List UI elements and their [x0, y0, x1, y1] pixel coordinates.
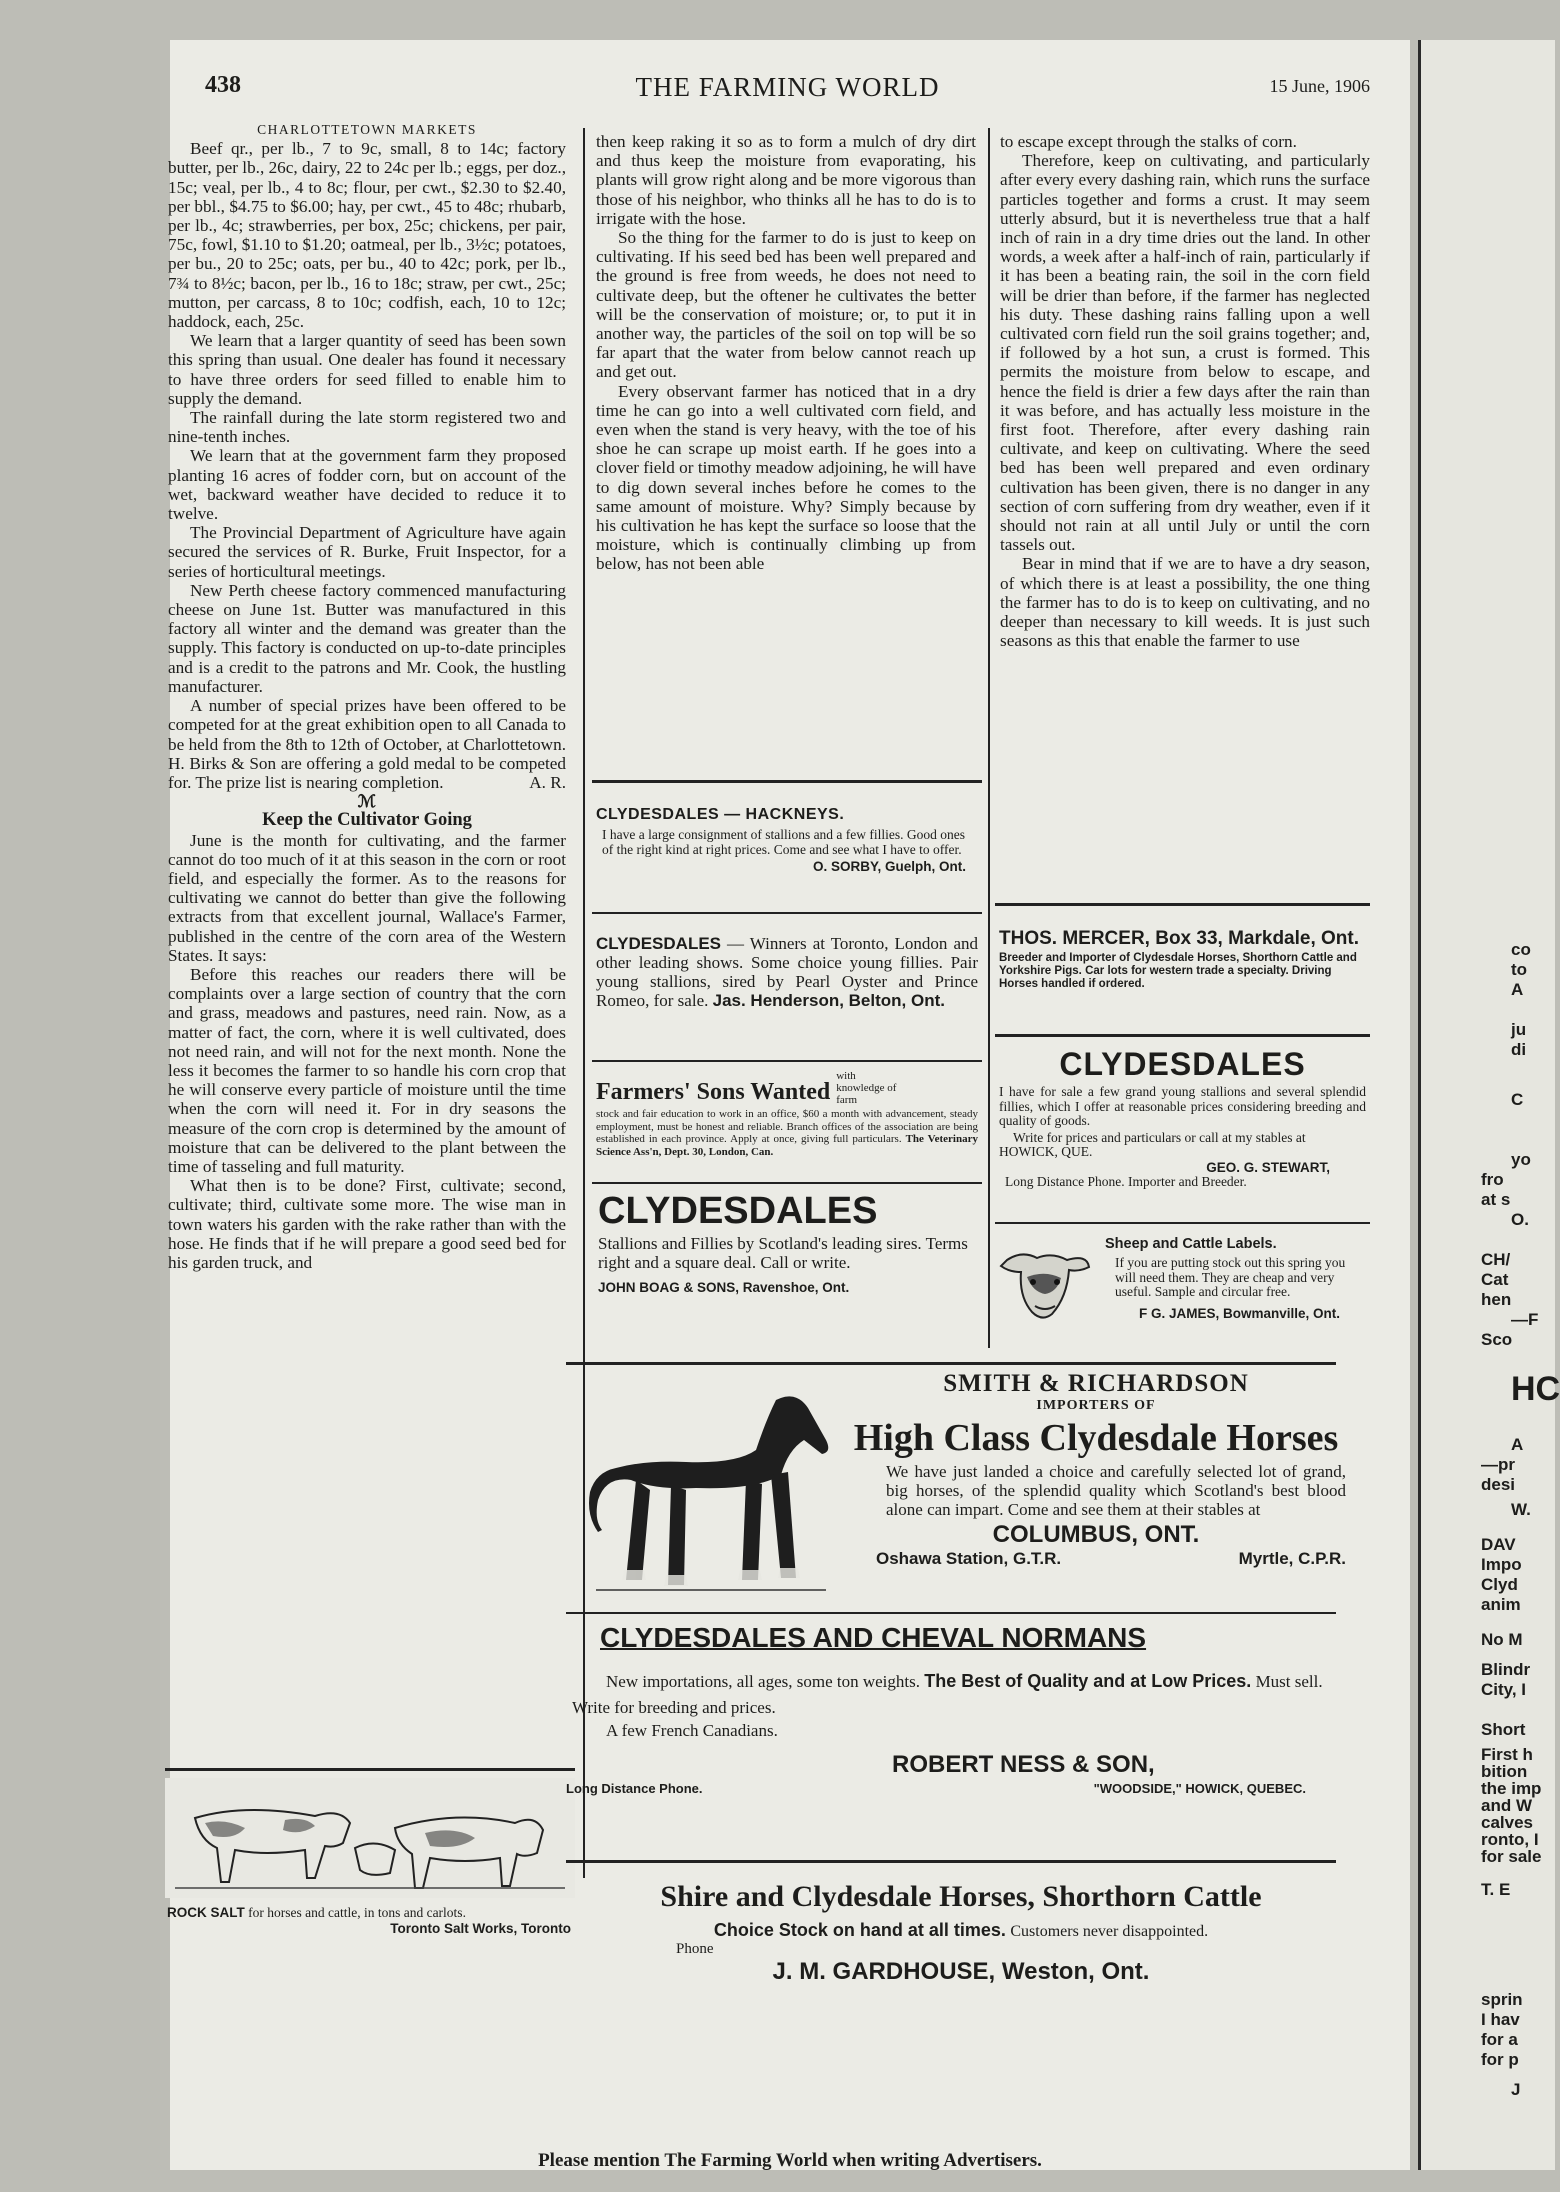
adjacent-page-fragment: Blindr — [1481, 1660, 1531, 1679]
column-1 — [168, 120, 566, 1760]
adjacent-page-fragment: W. — [1511, 1500, 1531, 1519]
paragraph-therefore: Therefore, keep on cultivating, and particularly after every every dashing rain, which runs the surface particles together and forms a crust. It may seem utterly absurd, but it is nevertheless true that a half inch of rain in a dry time dries out the land. In other words, a week after a half-inch of rain, particularly if it has been a beating rain, the soil in the corn field will be drier than before, if the farmer has neglected his duty. These dashing rains falling upon a well cultivated corn field run the soil grains together; and, if followed by a hot sun, a crust is formed. This permits the moisture from below to escape, and hence the field is drier a few days after the rain than it was before, and has actually less moisture in the first foot. Therefore, after every dashing rain cultivate, and keep on cultivating. Where the seed bed has been well prepared and even ordinary cultivation has been given, there is no danger in any section of corn suffering from dry weather, even if it should not rain at all until July or until the corn tassels out. — [1000, 151, 1370, 555]
paragraph-cheese: New Perth cheese factory commenced manufacturing cheese on June 1st. Butter was manufactured in this factory all winter and the demand was greater than the supply. This factory is conducted on up-to-date principles and is a credit to the patrons and Mr. Cook, the hustling manufacturer. — [168, 580, 566, 696]
adjacent-page-fragment: di — [1511, 1040, 1527, 1059]
ad-gardhouse — [566, 1880, 1356, 2000]
boag-text: Stallions and Fillies by Scotland's leading sires. Terms right and a square deal. Call or write. — [598, 1234, 968, 1272]
market-prices: Beef qr., per lb., 7 to 9c, small, 8 to 14c; factory butter, per lb., 26c, dairy, 22 to 24c per lb.; eggs, per doz., 15c; veal, per lb., 4 to 8c; flour, per cwt., $2.30 to $2.40, per bbl., $4.75 to $6.00; hay, per cwt., 45 to 48c; rhubarb, per lb., 4c; strawberries, per box, 25c; chickens, per pair, 75c, fowl, $1.10 to $1.20; oatmeal, per lb., 3½c; potatoes, per bu., 20 to 25c; oats, per bu., 40 to 42c; pork, per lb., 7¾ to 8½c; bacon, per lb., 16 to 18c; straw, per cwt., 25c; mutton, per carcass, 8 to 10c; codfish, each, 10 to 12c; haddock, each, 25c. — [168, 139, 566, 332]
column-2 — [596, 132, 976, 772]
farmers-sons-text: stock and fair education to work in an office, $60 a month with advancement, steady employment, must be honest and reliable. Branch offices of the association are being established in each province. Apply at once, giving full particulars. — [596, 1108, 978, 1145]
ad-rule — [592, 912, 982, 914]
stewart-title: CLYDESDALES — [1059, 1046, 1306, 1082]
cow-head-illustration — [997, 1242, 1092, 1327]
adjacent-page-fragment: Sco — [1481, 1330, 1513, 1349]
sorby-title: CLYDESDALES — HACKNEYS. — [596, 806, 845, 823]
boag-title: CLYDESDALES — [598, 1190, 878, 1232]
paragraph-continued-3: to escape except through the stalks of corn. — [1000, 132, 1297, 151]
adjacent-page-fragment: C — [1511, 1090, 1524, 1109]
farmers-sons-firm: The Veterinary Science Ass'n, Dept. 30, London, Can. — [596, 1133, 978, 1158]
farmers-sons-title: Farmers' Sons Wanted — [596, 1079, 831, 1105]
adjacent-page-fragment: hen — [1481, 1290, 1512, 1309]
gardhouse-text: Customers never disappointed. — [1010, 1923, 1209, 1940]
paragraph-june: June is the month for cultivating, and the farmer cannot do too much of it at this season in the corn or root field, and especially the former. As to the reasons for cultivating we cannot do better than give the following extracts from that excellent journal, Wallace's Farmer, published in the centre of the corn area of the Western States. It says: — [168, 830, 566, 965]
adjacent-page-fragment: O. — [1511, 1210, 1529, 1229]
farmers-sons-side: with knowledge of farm — [836, 1070, 897, 1106]
ness-text-1: New importations, all ages, some ton weights. — [606, 1672, 920, 1691]
page-number: 438 — [205, 72, 241, 98]
smith-place: COLUMBUS, ONT. — [992, 1521, 1200, 1548]
adjacent-page-fragment: I hav — [1481, 2010, 1520, 2029]
henderson-firm: Jas. Henderson, Belton, Ont. — [712, 991, 945, 1010]
ness-text-2: A few French Canadians. — [606, 1721, 778, 1740]
ad-james — [995, 1236, 1370, 1356]
paragraph-what: What then is to be done? First, cultivate; second, cultivate; third, cultivate some more. The wise man in town waters his garden with the rake rather than with the hose. He finds that if he will prepare a good seed bed for his garden truck, and — [168, 1176, 566, 1272]
paragraph-prizes: A number of special prizes have been offered to be competed for at the great exhibition open to all Canada to be held from the 8th to 12th of October, at Charlottetown. H. Birks & Son are offering a gold medal to be competed for. The prize list is nearing completion. A. R. — [168, 696, 566, 792]
ad-rule — [566, 1612, 1336, 1614]
adjacent-page-fragment: First h — [1481, 1745, 1533, 1764]
adjacent-page-fragment: at s — [1481, 1190, 1511, 1209]
adjacent-page-fragment: ju — [1511, 1020, 1527, 1039]
adjacent-page-fragment: Impo — [1481, 1555, 1522, 1574]
rock-salt-text: for horses and cattle, in tons and carlots. — [248, 1905, 466, 1920]
gardhouse-firm: J. M. GARDHOUSE, Weston, Ont. — [772, 1958, 1150, 1985]
stewart-text2: Write for prices and particulars or call at my stables at HOWICK, QUE. — [999, 1129, 1306, 1159]
ad-smith-richardson — [566, 1370, 1356, 1610]
paragraph-farm: We learn that at the government farm they proposed planting 16 acres of fodder corn, but on account of the wet, backward weather have decided to reduce it to twelve. — [168, 446, 566, 524]
stewart-line: Long Distance Phone. Importer and Breeder. — [1005, 1173, 1247, 1189]
ness-text-1c: Must sell. Write for breeding and prices. — [572, 1672, 1323, 1717]
mercer-text: Breeder and Importer of Clydesdale Horses, Shorthorn Cattle and Yorkshire Pigs. Car lots for western trade a specialty. Driving Horses handled if ordered. — [999, 952, 1357, 990]
gardhouse-phone: Phone — [676, 1941, 714, 1957]
sorby-text: I have a large consignment of stallions and a few fillies. Good ones of the right kind at right prices. Come and see what I have to offer. — [602, 827, 966, 857]
paragraph-so: So the thing for the farmer to do is just to keep on cultivating. If his seed bed has been well prepared and the ground is free from weeds, he does not need to cultivate deep, but the oftener he cultivates the better will be the conservation of moisture; or, to put it in another way, the particles of the soil on top will be so far apart that the water from below cannot reach up and get out. — [596, 228, 976, 382]
smith-title: High Class Clydesdale Horses — [853, 1417, 1339, 1459]
ad-rule — [995, 1034, 1370, 1037]
clydesdale-horse-illustration — [576, 1380, 846, 1600]
james-text: If you are putting stock out this spring you will need them. They are cheap and very useful. Sample and circular free. — [1115, 1255, 1346, 1299]
adjacent-page-fragment: Cat — [1481, 1270, 1509, 1289]
adjacent-page-fragment: ronto, I — [1481, 1830, 1539, 1849]
article-heading: Keep the Cultivator Going — [262, 810, 472, 831]
adjacent-page-fragment: yo — [1511, 1150, 1531, 1169]
paragraph-bear: Bear in mind that if we are to have a dry season, of which there is at least a possibility, the one thing the farmer has to do is to keep on cultivating, and no deeper than necessary to kill weeds. It is just such seasons as this that enable the farmer to use — [1000, 554, 1370, 651]
adjacent-page-fragment: CH/ — [1481, 1250, 1511, 1269]
rock-salt-firm: Toronto Salt Works, Toronto — [390, 1920, 571, 1936]
adjacent-page-fragment: —pr — [1481, 1455, 1515, 1474]
sorby-firm: O. SORBY, Guelph, Ont. — [812, 859, 966, 874]
henderson-text: — Winners at Toronto, London and other leading shows. Some choice young fillies. Pair young stallions, sired by Pearl Oyster and Prince Romeo, for sale. — [596, 934, 979, 1010]
adjacent-page-fragment: the imp — [1481, 1779, 1542, 1798]
stewart-firm: GEO. G. STEWART, — [1206, 1159, 1330, 1175]
ad-rule — [566, 1362, 1336, 1365]
adjacent-page-fragment: —F — [1511, 1310, 1539, 1329]
column-divider — [583, 128, 585, 1878]
page-header — [205, 72, 1370, 108]
ad-farmers-sons — [592, 1070, 982, 1170]
adjacent-page-fragment: J — [1511, 2080, 1521, 2099]
ad-rule — [592, 1060, 982, 1062]
adjacent-page-fragment: HC — [1511, 1370, 1560, 1408]
adjacent-page-fragment: Short — [1481, 1720, 1526, 1739]
ad-rule — [592, 1182, 982, 1184]
adjacent-page-fragment: No M — [1481, 1630, 1523, 1649]
adjacent-page-fragment: for a — [1481, 2030, 1518, 2049]
issue-date: 15 June, 1906 — [1269, 76, 1370, 96]
adjacent-page-fragment: fro — [1481, 1170, 1504, 1189]
smith-text: We have just landed a choice and carefully selected lot of grand, big horses, of the splendid quality which Scotland's best blood alone can impart. Come and see them at their stables at — [886, 1462, 1346, 1519]
james-title: Sheep and Cattle Labels. — [1105, 1236, 1277, 1252]
market-heading: CHARLOTTETOWN MARKETS — [257, 122, 477, 137]
ad-rock-salt — [165, 1778, 575, 1958]
adjacent-page-fragment: bition — [1481, 1762, 1528, 1781]
adjacent-page-fragment: anim — [1481, 1595, 1521, 1614]
adjacent-page-fragment: A — [1511, 1435, 1524, 1454]
paragraph-before: Before this reaches our readers there will be complaints over a large section of country that the corn and grass, meadows and pastures, need rain. Now, as a matter of fact, the corn, where it is well cultivated, does not need rain, and will not for the next month. None the less it becomes the farmer to so handle his corn crop that he will conserve every particle of moisture until the time when the corn will need it. For in dry seasons the measure of the corn crop is determined by the amount of moisture that can be delivered to the plant between the time of tasseling and full maturity. — [168, 964, 566, 1176]
smith-sub: IMPORTERS OF — [1036, 1398, 1156, 1413]
column-divider — [988, 128, 990, 1348]
smith-firm: SMITH & RICHARDSON — [943, 1370, 1249, 1397]
gardhouse-title: Shire and Clydesdale Horses, Shorthorn Cattle — [660, 1880, 1262, 1913]
ness-title: CLYDESDALES AND CHEVAL NORMANS — [600, 1622, 1147, 1653]
adjacent-page-fragment: DAV — [1481, 1535, 1516, 1554]
author-initials: A. R. — [529, 772, 566, 792]
adjacent-page-fragment: sprin — [1481, 1990, 1523, 2009]
adjacent-page-fragment: City, I — [1481, 1680, 1527, 1699]
ad-rule — [566, 1860, 1336, 1863]
adjacent-page-fragment: for sale — [1481, 1847, 1542, 1866]
henderson-title: CLYDESDALES — [596, 934, 722, 953]
paragraph-rainfall: The rainfall during the late storm registered two and nine-tenth inches. — [168, 408, 566, 447]
james-firm: F G. JAMES, Bowmanville, Ont. — [1138, 1305, 1340, 1321]
boag-firm: JOHN BOAG & SONS, Ravenshoe, Ont. — [598, 1280, 850, 1295]
adjacent-page-fragment: to — [1511, 960, 1528, 979]
adjacent-page-fragment: desi — [1481, 1475, 1516, 1494]
ad-ness — [566, 1622, 1356, 1852]
cattle-illustration — [165, 1778, 575, 1898]
stewart-text1: I have for sale a few grand young stallions and several splendid fillies, which I offer at reasonable prices considering breeding and quality of goods. — [999, 1084, 1366, 1128]
adjacent-page-fragment: calves — [1481, 1813, 1533, 1832]
column-3 — [1000, 132, 1370, 892]
ad-henderson — [592, 934, 982, 1054]
ad-boag — [592, 1188, 982, 1308]
adjacent-page-fragment: T. E — [1481, 1880, 1511, 1899]
gardhouse-text-bold: Choice Stock on hand at all times. — [713, 1920, 1006, 1940]
ad-rule — [165, 1768, 575, 1771]
ness-place: "WOODSIDE," HOWICK, QUEBEC. — [1093, 1781, 1306, 1796]
adjacent-page-fragment: co — [1511, 940, 1531, 959]
ad-rule — [995, 1222, 1370, 1224]
ness-firm: ROBERT NESS & SON, — [892, 1751, 1155, 1778]
adjacent-page-fragment: A — [1511, 980, 1524, 999]
ness-phone: Long Distance Phone. — [566, 1781, 703, 1796]
ad-rule — [592, 780, 982, 783]
ness-text-1b: The Best of Quality and at Low Prices. — [924, 1671, 1252, 1691]
ad-mercer — [995, 928, 1370, 1028]
adjacent-page-fragment: Clyd — [1481, 1575, 1518, 1594]
adjacent-page-fragment: and W — [1481, 1796, 1532, 1815]
paragraph-seed: We learn that a larger quantity of seed has been sown this spring than usual. One dealer has found it necessary to have three orders for seed filled to enable him to supply the demand. — [168, 331, 566, 408]
adjacent-page-fragment: for p — [1481, 2050, 1519, 2069]
page-footer: Please mention The Farming World when writing Advertisers. — [538, 2150, 1042, 2171]
mercer-title: THOS. MERCER, Box 33, Markdale, Ont. — [999, 928, 1360, 949]
smith-station-1: Oshawa Station, G.T.R. — [876, 1549, 1062, 1568]
section-mark: ℳ — [357, 792, 377, 812]
smith-station-2: Myrtle, C.P.R. — [1238, 1549, 1346, 1568]
ad-rule — [995, 903, 1370, 906]
rock-salt-label: ROCK SALT — [167, 1905, 245, 1920]
ad-sorby — [592, 806, 982, 906]
adjacent-page-strip — [1418, 40, 1560, 2170]
paragraph-every: Every observant farmer has noticed that in a dry time he can go into a well cultivated corn field, and even when the stand is very heavy, with the toe of his shoe he can scrape up moist earth. If he goes into a clover field or timothy meadow adjoining, he will have to dig down several inches before he comes to the same amount of moisture. Why? Simply because by his cultivation he has kept the surface so loose that the moisture, which is continually climbing up from below, has not been able — [596, 381, 976, 574]
paragraph-department: The Provincial Department of Agriculture have again secured the services of R. Burke, Fruit Inspector, for a series of horticultural meetings. — [168, 523, 566, 581]
ad-stewart — [995, 1046, 1370, 1216]
paragraph-continued: then keep raking it so as to form a mulch of dry dirt and thus keep the moisture from evaporating, his plants will grow right along and be more vigorous than those of his neighbor, who thinks all he has to do is to irrigate with the hose. — [596, 132, 976, 228]
publication-title: THE FARMING WORLD — [635, 72, 940, 102]
